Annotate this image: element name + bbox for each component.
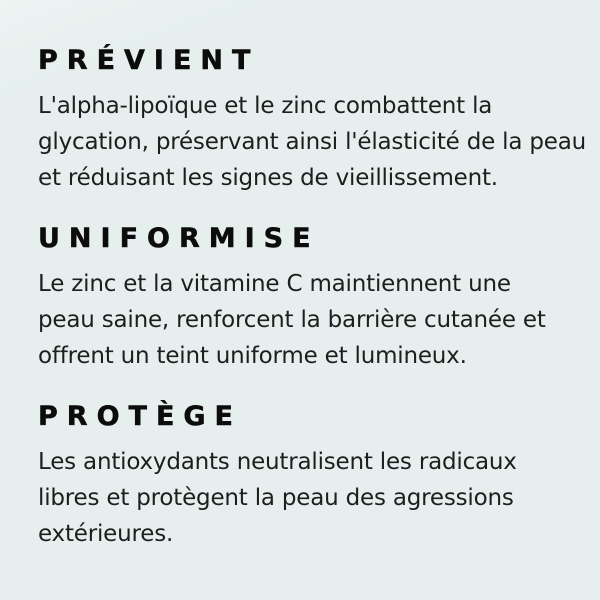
paragraph-line: offrent un teint uniforme et lumineux. — [38, 343, 467, 369]
paragraph-line: Le zinc et la vitamine C maintiennent une — [38, 271, 511, 297]
section-prevent-paragraph — [38, 88, 586, 196]
section-protege-heading: PROTÈGE — [38, 401, 242, 432]
paragraph-line: et réduisant les signes de vieillissement. — [38, 165, 498, 191]
paragraph-line: glycation, préservant ainsi l'élasticité de la peau — [38, 129, 586, 155]
paragraph-line: Les antioxydants neutralisent les radicaux — [38, 449, 517, 475]
section-protege — [38, 402, 570, 552]
paragraph-line: extérieures. — [38, 521, 174, 547]
section-prevent-heading: PRÉVIENT — [38, 45, 260, 76]
section-prevent — [38, 45, 586, 196]
section-uniformise-paragraph — [38, 266, 570, 374]
paragraph-line: L'alpha-lipoïque et le zinc combattent la — [38, 93, 493, 119]
section-uniformise — [38, 224, 570, 374]
section-uniformise-heading: UNIFORMISE — [38, 223, 320, 254]
paragraph-line: peau saine, renforcent la barrière cutanée et — [38, 307, 546, 333]
section-protege-paragraph — [38, 444, 570, 552]
paragraph-line: libres et protègent la peau des agressions — [38, 485, 514, 511]
